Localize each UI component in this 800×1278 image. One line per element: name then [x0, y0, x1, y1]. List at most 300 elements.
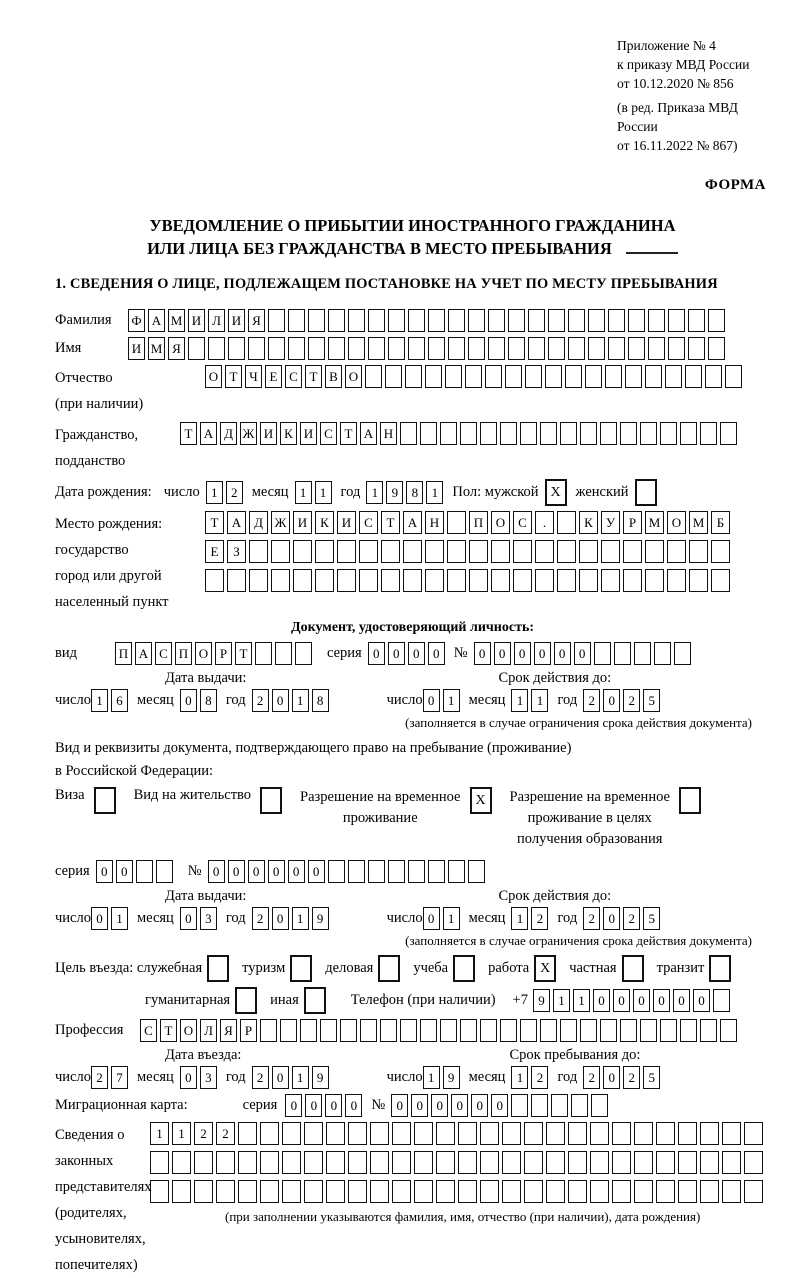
- char-cell: [428, 337, 445, 360]
- birthdate-label: Дата рождения:: [55, 484, 152, 500]
- char-cell: Д: [220, 422, 237, 445]
- char-cell: 0: [180, 689, 197, 712]
- char-cell: Б: [711, 511, 730, 534]
- char-cell: 0: [411, 1094, 428, 1117]
- char-cell: 0: [534, 642, 551, 665]
- phone-prefix: +7: [512, 992, 528, 1008]
- birthplace-block: [55, 511, 770, 615]
- char-cell: [568, 1122, 587, 1145]
- char-cell: [648, 337, 665, 360]
- char-cell: [425, 569, 444, 592]
- char-cell: [528, 309, 545, 332]
- char-cell: 2: [252, 907, 269, 930]
- char-cell: А: [148, 309, 165, 332]
- char-cell: [608, 337, 625, 360]
- citizenship-row: [55, 422, 770, 474]
- char-cell: Ф: [128, 309, 145, 332]
- char-cell: [480, 422, 497, 445]
- sex-male-checkbox: [545, 479, 570, 506]
- char-cell: [622, 955, 644, 982]
- char-cell: [238, 1180, 257, 1203]
- char-cell: 0: [288, 860, 305, 883]
- char-cell: [136, 860, 153, 883]
- id-kind-label: вид: [55, 645, 77, 661]
- annex-line: от 16.11.2022 № 867): [617, 138, 738, 153]
- char-cell: [460, 422, 477, 445]
- char-cell: О: [205, 365, 222, 388]
- char-cell: [551, 1094, 568, 1117]
- char-cell: [271, 569, 290, 592]
- char-cell: [249, 569, 268, 592]
- char-cell: Т: [225, 365, 242, 388]
- char-cell: [520, 1019, 537, 1042]
- char-cell: [280, 1019, 297, 1042]
- visa-label: Виза: [55, 787, 85, 803]
- char-cell: 0: [388, 642, 405, 665]
- char-cell: П: [175, 642, 192, 665]
- char-cell: 0: [514, 642, 531, 665]
- char-cell: [709, 955, 731, 982]
- char-cell: 1: [366, 481, 383, 504]
- birthplace-cells: [205, 511, 733, 598]
- temp-permit-edu-checkbox: [679, 787, 704, 814]
- char-cell: 0: [325, 1094, 342, 1117]
- res-dates-row: число 0 1 месяц 0 3 год 2 0 1 9 число 0 1 месяц 1 2 год 2 0 2 5: [55, 907, 770, 930]
- char-cell: [448, 337, 465, 360]
- purpose-humanitarian-label: гуманитарная: [145, 992, 231, 1008]
- char-cell: [381, 569, 400, 592]
- char-cell: [480, 1180, 499, 1203]
- char-cell: 2: [583, 907, 600, 930]
- char-cell: [678, 1151, 697, 1174]
- representatives-cells: [150, 1122, 766, 1225]
- char-cell: [713, 989, 730, 1012]
- char-cell: [408, 337, 425, 360]
- entry-date-label: Дата въезда:: [165, 1047, 242, 1063]
- char-cell: [708, 309, 725, 332]
- char-cell: [260, 1151, 279, 1174]
- purpose-work-checkbox: [534, 955, 559, 982]
- char-cell: [634, 1151, 653, 1174]
- char-cell: [403, 569, 422, 592]
- char-cell: [447, 511, 466, 534]
- char-cell: [680, 1019, 697, 1042]
- char-cell: [628, 337, 645, 360]
- char-cell: [436, 1122, 455, 1145]
- char-cell: [645, 365, 662, 388]
- char-cell: [293, 540, 312, 563]
- char-cell: [249, 540, 268, 563]
- char-cell: [548, 309, 565, 332]
- char-cell: [414, 1180, 433, 1203]
- char-cell: [635, 479, 657, 506]
- char-cell: 0: [248, 860, 265, 883]
- char-cell: [560, 422, 577, 445]
- char-cell: [268, 337, 285, 360]
- char-cell: [520, 422, 537, 445]
- char-cell: [511, 1094, 528, 1117]
- char-cell: И: [300, 422, 317, 445]
- char-cell: [744, 1151, 763, 1174]
- char-cell: [660, 422, 677, 445]
- char-cell: [531, 1094, 548, 1117]
- res-dates-head: [55, 888, 770, 905]
- char-cell: [458, 1180, 477, 1203]
- char-cell: 1: [553, 989, 570, 1012]
- mig-series-cells: [285, 1094, 365, 1117]
- char-cell: [623, 540, 642, 563]
- char-cell: [590, 1151, 609, 1174]
- char-cell: [348, 1151, 367, 1174]
- char-cell: [420, 1019, 437, 1042]
- res-number-label: №: [187, 863, 202, 879]
- char-cell: [465, 365, 482, 388]
- char-cell: [448, 309, 465, 332]
- char-cell: [150, 1180, 169, 1203]
- char-cell: [594, 642, 611, 665]
- char-cell: [546, 1151, 565, 1174]
- char-cell: [271, 540, 290, 563]
- char-cell: [711, 540, 730, 563]
- char-cell: [348, 1180, 367, 1203]
- char-cell: [491, 569, 510, 592]
- mig-series-label: серия: [242, 1097, 278, 1113]
- char-cell: [705, 365, 722, 388]
- birthplace-label: Место рождения: государство город или другой населенный пункт: [55, 516, 169, 610]
- char-cell: [348, 860, 365, 883]
- id-valid-note: (заполняется в случае ограничения срока действия документа): [405, 715, 752, 730]
- char-cell: Т: [340, 422, 357, 445]
- char-cell: Т: [205, 511, 224, 534]
- char-cell: [679, 787, 701, 814]
- char-cell: 0: [428, 642, 445, 665]
- annex-line: Приложение № 4: [617, 38, 716, 53]
- char-cell: [505, 365, 522, 388]
- char-cell: [194, 1151, 213, 1174]
- char-cell: 0: [368, 642, 385, 665]
- char-cell: [623, 569, 642, 592]
- char-cell: 2: [252, 1066, 269, 1089]
- char-cell: 0: [391, 1094, 408, 1117]
- char-cell: [288, 309, 305, 332]
- char-cell: [488, 337, 505, 360]
- char-cell: [502, 1180, 521, 1203]
- char-cell: [440, 422, 457, 445]
- char-cell: [150, 1151, 169, 1174]
- birth-year-cells: [366, 481, 446, 504]
- char-cell: 0: [491, 1094, 508, 1117]
- char-cell: 0: [272, 907, 289, 930]
- char-cell: [645, 540, 664, 563]
- char-cell: 2: [623, 1066, 640, 1089]
- res-valid-until-label: Срок действия до:: [498, 888, 612, 904]
- char-cell: М: [168, 309, 185, 332]
- char-cell: [625, 365, 642, 388]
- char-cell: 8: [406, 481, 423, 504]
- citizenship-cells: [180, 422, 740, 445]
- char-cell: 9: [533, 989, 550, 1012]
- char-cell: [205, 569, 224, 592]
- char-cell: [447, 569, 466, 592]
- char-cell: 2: [583, 689, 600, 712]
- char-cell: 1: [315, 481, 332, 504]
- char-cell: [568, 309, 585, 332]
- char-cell: С: [359, 511, 378, 534]
- name-label: Имя: [55, 340, 82, 356]
- permit-type-row: [55, 787, 770, 850]
- char-cell: [392, 1151, 411, 1174]
- char-cell: 0: [633, 989, 650, 1012]
- char-cell: 1: [426, 481, 443, 504]
- char-cell: [308, 309, 325, 332]
- section1-heading: 1. СВЕДЕНИЯ О ЛИЦЕ, ПОДЛЕЖАЩЕМ ПОСТАНОВКЕ НА УЧЕТ ПО МЕСТУ ПРЕБЫВАНИЯ: [55, 276, 718, 292]
- char-cell: В: [325, 365, 342, 388]
- char-cell: 0: [272, 689, 289, 712]
- char-cell: [700, 422, 717, 445]
- char-cell: 1: [511, 689, 528, 712]
- char-cell: Н: [425, 511, 444, 534]
- char-cell: [348, 1122, 367, 1145]
- char-cell: [485, 365, 502, 388]
- char-cell: X: [470, 787, 492, 814]
- citizenship-label: Гражданство, подданство: [55, 427, 139, 469]
- char-cell: [360, 1019, 377, 1042]
- char-cell: 1: [292, 907, 309, 930]
- form-title: [55, 214, 770, 260]
- char-cell: 1: [91, 689, 108, 712]
- residence-permit-checkbox: [260, 787, 285, 814]
- phone-cells: [533, 989, 733, 1012]
- month-label: месяц: [251, 484, 289, 500]
- char-cell: [370, 1180, 389, 1203]
- char-cell: 0: [693, 989, 710, 1012]
- char-cell: О: [345, 365, 362, 388]
- char-cell: 2: [226, 481, 243, 504]
- char-cell: [460, 1019, 477, 1042]
- char-cell: 0: [603, 1066, 620, 1089]
- char-cell: К: [315, 511, 334, 534]
- char-cell: [458, 1151, 477, 1174]
- char-cell: С: [140, 1019, 157, 1042]
- char-cell: [408, 860, 425, 883]
- id-issue-year-cells: [252, 689, 332, 712]
- res-issue-year-cells: [252, 907, 332, 930]
- char-cell: [480, 1019, 497, 1042]
- char-cell: [678, 1122, 697, 1145]
- purpose-other-label: иная: [270, 992, 299, 1008]
- char-cell: [238, 1151, 257, 1174]
- char-cell: У: [601, 511, 620, 534]
- res-valid-day-cells: [423, 907, 463, 930]
- char-cell: [188, 337, 205, 360]
- char-cell: [571, 1094, 588, 1117]
- char-cell: 0: [451, 1094, 468, 1117]
- char-cell: [282, 1151, 301, 1174]
- char-cell: [524, 1180, 543, 1203]
- char-cell: [378, 955, 400, 982]
- representatives-note: (при заполнении указываются фамилия, имя, отчество (при наличии), дата рождения): [225, 1209, 701, 1224]
- char-cell: 0: [116, 860, 133, 883]
- char-cell: [667, 540, 686, 563]
- entry-year-cells: [252, 1066, 332, 1089]
- char-cell: [579, 569, 598, 592]
- char-cell: М: [689, 511, 708, 534]
- id-series-label: серия: [327, 645, 362, 661]
- patronymic-label: Отчество (при наличии): [55, 370, 144, 412]
- char-cell: С: [285, 365, 302, 388]
- char-cell: [674, 642, 691, 665]
- phone-label: Телефон (при наличии): [350, 992, 496, 1008]
- char-cell: [359, 540, 378, 563]
- annex-line: к приказу МВД России: [617, 57, 750, 72]
- char-cell: 0: [593, 989, 610, 1012]
- birth-day-cells: [206, 481, 246, 504]
- purpose-private-checkbox: [622, 955, 647, 982]
- char-cell: [425, 540, 444, 563]
- id-number-label: №: [453, 645, 468, 661]
- char-cell: [368, 337, 385, 360]
- char-cell: 0: [474, 642, 491, 665]
- repr-row2-cells: [150, 1151, 766, 1174]
- char-cell: [525, 365, 542, 388]
- char-cell: [560, 1019, 577, 1042]
- char-cell: [400, 422, 417, 445]
- char-cell: Я: [168, 337, 185, 360]
- char-cell: [502, 1151, 521, 1174]
- char-cell: [640, 1019, 657, 1042]
- char-cell: [340, 1019, 357, 1042]
- char-cell: К: [280, 422, 297, 445]
- char-cell: 2: [531, 907, 548, 930]
- char-cell: [248, 337, 265, 360]
- char-cell: 2: [583, 1066, 600, 1089]
- char-cell: [436, 1151, 455, 1174]
- char-cell: [689, 540, 708, 563]
- char-cell: [235, 987, 257, 1014]
- char-cell: 0: [408, 642, 425, 665]
- char-cell: 0: [554, 642, 571, 665]
- char-cell: [688, 309, 705, 332]
- char-cell: 1: [292, 1066, 309, 1089]
- purpose-study-label: учеба: [413, 960, 449, 976]
- char-cell: 9: [386, 481, 403, 504]
- surname-cells: [128, 309, 728, 332]
- stay-day-cells: [423, 1066, 463, 1089]
- char-cell: 3: [200, 1066, 217, 1089]
- char-cell: [348, 309, 365, 332]
- char-cell: [568, 1180, 587, 1203]
- char-cell: 5: [643, 689, 660, 712]
- form-title-line2: ИЛИ ЛИЦА БЕЗ ГРАЖДАНСТВА В МЕСТО ПРЕБЫВАНИЯ: [55, 237, 770, 260]
- char-cell: [172, 1151, 191, 1174]
- char-cell: 0: [653, 989, 670, 1012]
- char-cell: [428, 309, 445, 332]
- char-cell: 0: [494, 642, 511, 665]
- char-cell: О: [180, 1019, 197, 1042]
- char-cell: 2: [216, 1122, 235, 1145]
- char-cell: А: [200, 422, 217, 445]
- char-cell: [725, 365, 742, 388]
- char-cell: Л: [200, 1019, 217, 1042]
- char-cell: [480, 1122, 499, 1145]
- char-cell: [545, 365, 562, 388]
- char-cell: 2: [623, 689, 640, 712]
- temp-permit-checkbox: [470, 787, 495, 814]
- char-cell: 0: [471, 1094, 488, 1117]
- char-cell: 0: [423, 689, 440, 712]
- char-cell: [528, 337, 545, 360]
- res-issue-day-cells: [91, 907, 131, 930]
- form-title-line1: УВЕДОМЛЕНИЕ О ПРИБЫТИИ ИНОСТРАННОГО ГРАЖДАНИНА: [149, 216, 676, 235]
- char-cell: [337, 540, 356, 563]
- char-cell: [388, 860, 405, 883]
- char-cell: О: [667, 511, 686, 534]
- day-label: число: [163, 484, 200, 500]
- char-cell: 8: [312, 689, 329, 712]
- char-cell: [711, 569, 730, 592]
- char-cell: [282, 1180, 301, 1203]
- char-cell: [216, 1180, 235, 1203]
- char-cell: [535, 540, 554, 563]
- char-cell: И: [228, 309, 245, 332]
- char-cell: 1: [531, 689, 548, 712]
- char-cell: [295, 642, 312, 665]
- char-cell: [414, 1122, 433, 1145]
- mig-number-cells: [391, 1094, 611, 1117]
- char-cell: [648, 309, 665, 332]
- id-dates-head: [55, 670, 770, 687]
- char-cell: [440, 1019, 457, 1042]
- char-cell: [448, 860, 465, 883]
- char-cell: [282, 1122, 301, 1145]
- char-cell: [640, 422, 657, 445]
- char-cell: Ж: [240, 422, 257, 445]
- char-cell: [744, 1122, 763, 1145]
- char-cell: [326, 1151, 345, 1174]
- char-cell: 1: [172, 1122, 191, 1145]
- char-cell: З: [227, 540, 246, 563]
- char-cell: [612, 1151, 631, 1174]
- profession-label: Профессия: [55, 1022, 124, 1038]
- annex-block: [617, 36, 770, 155]
- char-cell: [405, 365, 422, 388]
- char-cell: [420, 422, 437, 445]
- stay-month-cells: [511, 1066, 551, 1089]
- char-cell: [400, 1019, 417, 1042]
- annex-line: от 10.12.2020 № 856: [617, 76, 734, 91]
- char-cell: 0: [228, 860, 245, 883]
- char-cell: [590, 1122, 609, 1145]
- char-cell: [414, 1151, 433, 1174]
- patronymic-cells: [205, 365, 745, 388]
- purpose-private-label: частная: [569, 960, 617, 976]
- res-valid-year-cells: [583, 907, 663, 930]
- res-issue-date-label: Дата выдачи:: [165, 888, 247, 904]
- char-cell: X: [545, 479, 567, 506]
- id-valid-day-cells: [423, 689, 463, 712]
- char-cell: 0: [180, 907, 197, 930]
- res-number-cells: [208, 860, 488, 883]
- char-cell: [403, 540, 422, 563]
- entry-dates-row: число 2 7 месяц 0 3 год 2 0 1 9 число 1 9 месяц 1 2 год 2 0 2 5: [55, 1066, 770, 1089]
- char-cell: 5: [643, 907, 660, 930]
- birthplace-row1-cells: [205, 511, 733, 534]
- char-cell: [590, 1180, 609, 1203]
- char-cell: X: [534, 955, 556, 982]
- char-cell: [600, 422, 617, 445]
- char-cell: [469, 540, 488, 563]
- char-cell: [585, 365, 602, 388]
